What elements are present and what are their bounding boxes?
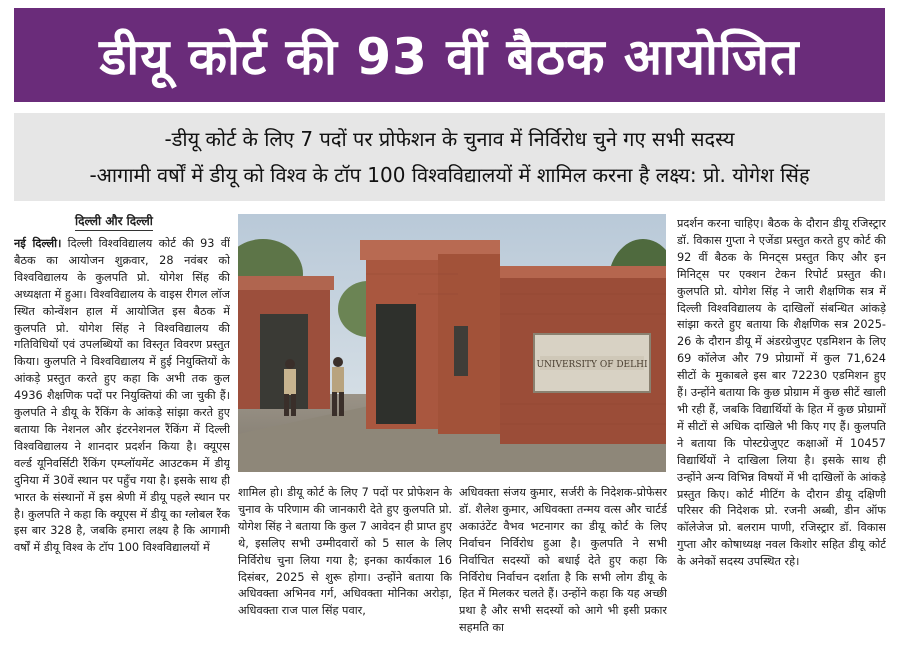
column-1-text: दिल्ली विश्वविद्यालय कोर्ट की 93 वीं बैठक का आयोजन शुक्रवार, 28 नवंबर को विश्वविद्यालय के कुलपति प्रो. योगेश सिंह की अध्यक्षता में हुआ। विश्वविद्यालय के वाइस रीगल लॉज स्थित कोन्वेंशन हाल में आयोजित इस बैठक में कुलपति प्रो. योगेश सिंह ने विश्वविद्यालय की गतिविधियों एवं उपलब्धियों का विस्तृत विवरण प्रस्तुत किया। कुलपति ने विश्वविद्यालय में हुई नियुक्तियों के आंकड़े प्रस्तुत करते हुए कहा कि अभी तक कुल 4936 शैक्षणिक पदों पर नियुक्तियां की जा चुकी हैं। कुलपति ने डीयू के रैंकिंग के आंकड़े सांझा करते हुए बताया कि नेशनल और इंटरनेशनल रैंकिंग में दिल्ली विश्वविद्यालय ने शानदार प्रदर्शन किया है। क्यूएस वर्ल्ड यूनिवर्सिटी रैंकिंग एम्प्लॉयमेंट आउटकम में डीयू दुनिया में 30वें स्थान पर पहुँच गया है। इसके साथ ही भारत के संस्थानों में इस श्रेणी में डीयू पहले स्थान पर है। कुलपति ने कहा कि क्यूएस में डीयू का ग्लोबल रैंक इस बार 328 है, जबकि हमारा लक्ष्य है कि आगामी वर्षों में डीयू विश्व के टॉप 100 विश्वविद्यालयों में [14,237,230,555]
article-column-2 [238,485,452,650]
university-sign-text: UNIVERSITY OF DELHI [536,360,648,370]
subheadline-2: -आगामी वर्षों में डीयू को विश्व के टॉप 100 विश्वविद्यालयों में शामिल करना है लक्ष्य: प्रो. योगेश सिंह [89,163,810,187]
headline: डीयू कोर्ट की 93 वीं बैठक आयोजित [14,8,885,102]
article-column-1 [14,236,230,650]
dateline: नई दिल्ली। [14,237,62,250]
column-3-text: अधिवक्ता संजय कुमार, सर्जरी के निदेशक-प्रोफेसर डॉ. शैलेश कुमार, अधिवक्ता तन्मय वत्स और चार्टर्ड अकाउंटेंट वैभव भटनागर का डीयू कोर्ट के लिए निर्वाचन निर्विरोध हुआ है। कुलपति ने सभी निर्वाचित सदस्यों को बधाई देते हुए कहा कि निर्विरोध निर्वाचन दर्शाता है कि सभी लोग डीयू के हित में मिलकर चलते हैं। उन्होंने कहा कि यह अच्छी प्रथा है और सभी सदस्यों को आगे भी इसी प्रकार सहमति का [459,486,667,635]
subheadline-box [14,113,885,201]
subheadline-1: -डीयू कोर्ट के लिए 7 पदों पर प्रोफेशन के चुनाव में निर्विरोध चुने गए सभी सदस्य [164,127,735,151]
column-4-text: प्रदर्शन करना चाहिए। बैठक के दौरान डीयू रजिस्ट्रार डॉ. विकास गुप्ता ने एजेंडा प्रस्तुत करते हुए कोर्ट की 92 वीं बैठक के मिनट्स प्रस्तुत किए और इन मिनिट्स पर एक्शन टेकन रिपोर्ट प्रस्तुत की। कुलपति प्रो. योगेश सिंह ने जारी शैक्षणिक सत्र में दिल्ली विश्वविद्यालय के दाखिलों संबन्धित आंकड़े सांझा करते हुए बताया कि शैक्षणिक सत्र 2025-26 के दौरान डीयू में अंडरग्रेजुएट एडमिशन के लिए 69 कॉलेज और 79 प्रोग्रामों में कुल 71,624 सीटों के मुकाबले इस बार 72230 एडमिशन हुए हैं। उन्होंने बताया कि कुछ प्रोग्राम में कुछ सीटें खाली भी रही हैं, जबकि विद्यार्थियों के हित में कुछ प्रोग्रामों में सीटों से अधिक दाखिले भी किए गए हैं। कुलपति ने बताया कि पोस्टग्रेजुएट कक्षाओं में 10457 विद्यार्थियों ने दाखिला लिया है। इसके साथ ही उन्होंने अन्य विभिन्न विषयों में भी दाखिलों के आंकड़े प्रस्तुत किए। कोर्ट मीटिंग के दौरान डीयू दक्षिणी परिसर की निदेशक प्रो. रजनी अब्बी, डीन ऑफ कॉलेजेज प्रो. बलराम पाणी, रजिस्ट्रार डॉ. विकास गुप्ता और कोषाध्यक्ष नवल किशोर सहित डीयू कोर्ट के अनेकों सदस्य उपस्थित रहे। [677,217,886,569]
news-photo [238,214,666,472]
article-column-4 [677,216,886,650]
column-2-text: शामिल हो। डीयू कोर्ट के लिए 7 पदों पर प्रोफेशन के चुनाव के परिणाम की जानकारी देते हुए कुलपति प्रो. योगेश सिंह ने बताया कि कुल 7 आवेदन ही प्राप्त हुए थे, इसलिए सभी उम्मीदवारों को 5 साल के लिए निर्विरोध चुना लिया गया है; इनका कार्यकाल 16 दिसंबर, 2025 से शुरू होगा। उन्होंने बताया कि अधिवक्ता अभिनव गर्ग, अधिवक्ता मोनिका अरोड़ा, अधिवक्ता राज पाल सिंह पवार, [238,486,452,618]
article-column-3 [459,485,667,650]
dateline-label: दिल्ली और दिल्ली [75,212,153,231]
